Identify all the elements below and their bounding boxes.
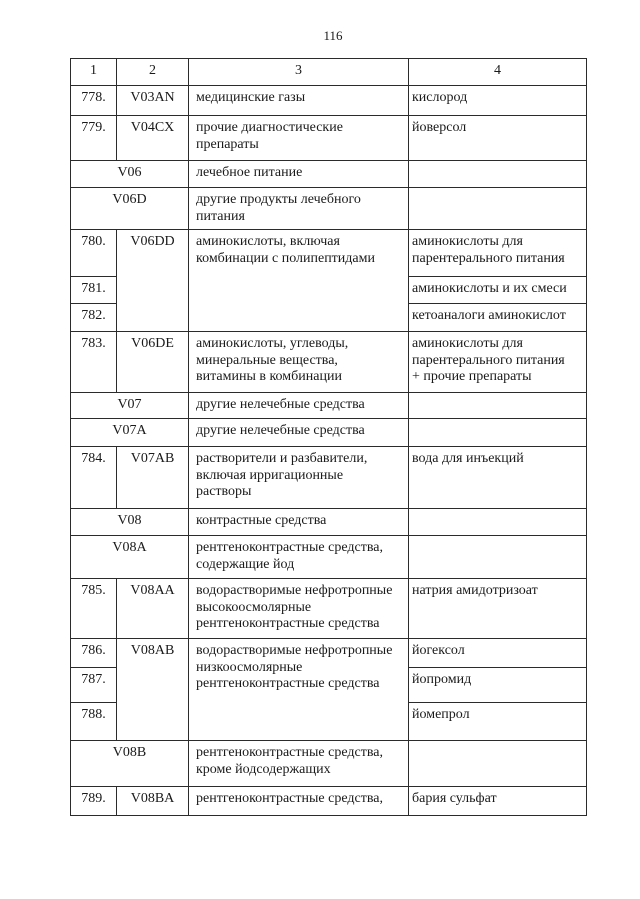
atc-name: водорастворимые нефротропные высокоосмолярные рентгеноконтрастные средства [189, 579, 409, 639]
row-number: 783. [71, 332, 117, 393]
atc-code: V08 [71, 509, 189, 536]
table-group-row [71, 393, 587, 419]
atc-name: лечебное питание [189, 161, 409, 188]
atc-name: другие нелечебные средства [189, 393, 409, 419]
atc-name: другие продукты лечебного питания [189, 188, 409, 230]
page-number: 116 [323, 28, 343, 43]
drug-name: кислород [409, 86, 587, 116]
atc-name: другие нелечебные средства [189, 419, 409, 447]
drug-name: йомепрол [409, 703, 587, 741]
atc-code: V08BA [117, 787, 189, 816]
table-row [71, 579, 587, 639]
row-number: 780. [71, 230, 117, 277]
drug-name: йоверсол [409, 116, 587, 161]
atc-code: V08A [71, 536, 189, 579]
atc-name: рентгеноконтрастные средства, [189, 787, 409, 816]
row-number: 778. [71, 86, 117, 116]
row-number: 788. [71, 703, 117, 741]
table-row [71, 639, 587, 668]
row-number: 779. [71, 116, 117, 161]
row-number: 787. [71, 668, 117, 703]
header-cell: 4 [409, 59, 587, 86]
atc-code: V08B [71, 741, 189, 787]
row-number: 789. [71, 787, 117, 816]
atc-code: V08AA [117, 579, 189, 639]
row-number: 786. [71, 639, 117, 668]
table-header-row [71, 59, 587, 86]
table-group-row [71, 419, 587, 447]
drug-name-empty [409, 536, 587, 579]
header-cell: 3 [189, 59, 409, 86]
atc-name: контрастные средства [189, 509, 409, 536]
drug-name: аминокислоты для парентерального питания [409, 230, 587, 277]
row-number: 785. [71, 579, 117, 639]
row-number: 782. [71, 304, 117, 332]
table-group-row [71, 188, 587, 230]
atc-code: V06 [71, 161, 189, 188]
drug-name-empty [409, 509, 587, 536]
table-row [71, 230, 587, 277]
row-number: 784. [71, 447, 117, 509]
table-group-row [71, 509, 587, 536]
drug-name: вода для инъекций [409, 447, 587, 509]
drug-name: аминокислоты для парентерального питания + прочие препараты [409, 332, 587, 393]
atc-code: V03AN [117, 86, 189, 116]
atc-name: медицинские газы [189, 86, 409, 116]
table-row [71, 116, 587, 161]
row-number: 781. [71, 277, 117, 304]
atc-name: аминокислоты, включая комбинации с полипептидами [189, 230, 409, 332]
medicine-table [70, 58, 587, 816]
header-cell: 2 [117, 59, 189, 86]
drug-name: йогексол [409, 639, 587, 668]
drug-name-empty [409, 741, 587, 787]
atc-code: V07 [71, 393, 189, 419]
atc-code: V06D [71, 188, 189, 230]
drug-name: кетоаналоги аминокислот [409, 304, 587, 332]
drug-name-empty [409, 419, 587, 447]
table-group-row [71, 741, 587, 787]
table-row [71, 787, 587, 816]
atc-name: рентгеноконтрастные средства, кроме йодсодержащих [189, 741, 409, 787]
atc-code: V08AB [117, 639, 189, 741]
atc-code: V04CX [117, 116, 189, 161]
drug-name: бария сульфат [409, 787, 587, 816]
table-group-row [71, 161, 587, 188]
header-cell: 1 [71, 59, 117, 86]
table-row [71, 332, 587, 393]
atc-name: прочие диагностические препараты [189, 116, 409, 161]
drug-name-empty [409, 188, 587, 230]
atc-code: V06DD [117, 230, 189, 332]
table-row [71, 86, 587, 116]
atc-name: водорастворимые нефротропные низкоосмолярные рентгеноконтрастные средства [189, 639, 409, 741]
atc-name: аминокислоты, углеводы, минеральные вещества, витамины в комбинации [189, 332, 409, 393]
drug-name-empty [409, 161, 587, 188]
atc-name: рентгеноконтрастные средства, содержащие йод [189, 536, 409, 579]
atc-name: растворители и разбавители, включая ирригационные растворы [189, 447, 409, 509]
atc-code: V06DE [117, 332, 189, 393]
drug-name: йопромид [409, 668, 587, 703]
drug-name-empty [409, 393, 587, 419]
table-row [71, 447, 587, 509]
atc-code: V07AB [117, 447, 189, 509]
drug-name: натрия амидотризоат [409, 579, 587, 639]
table-group-row [71, 536, 587, 579]
drug-name: аминокислоты и их смеси [409, 277, 587, 304]
atc-code: V07A [71, 419, 189, 447]
